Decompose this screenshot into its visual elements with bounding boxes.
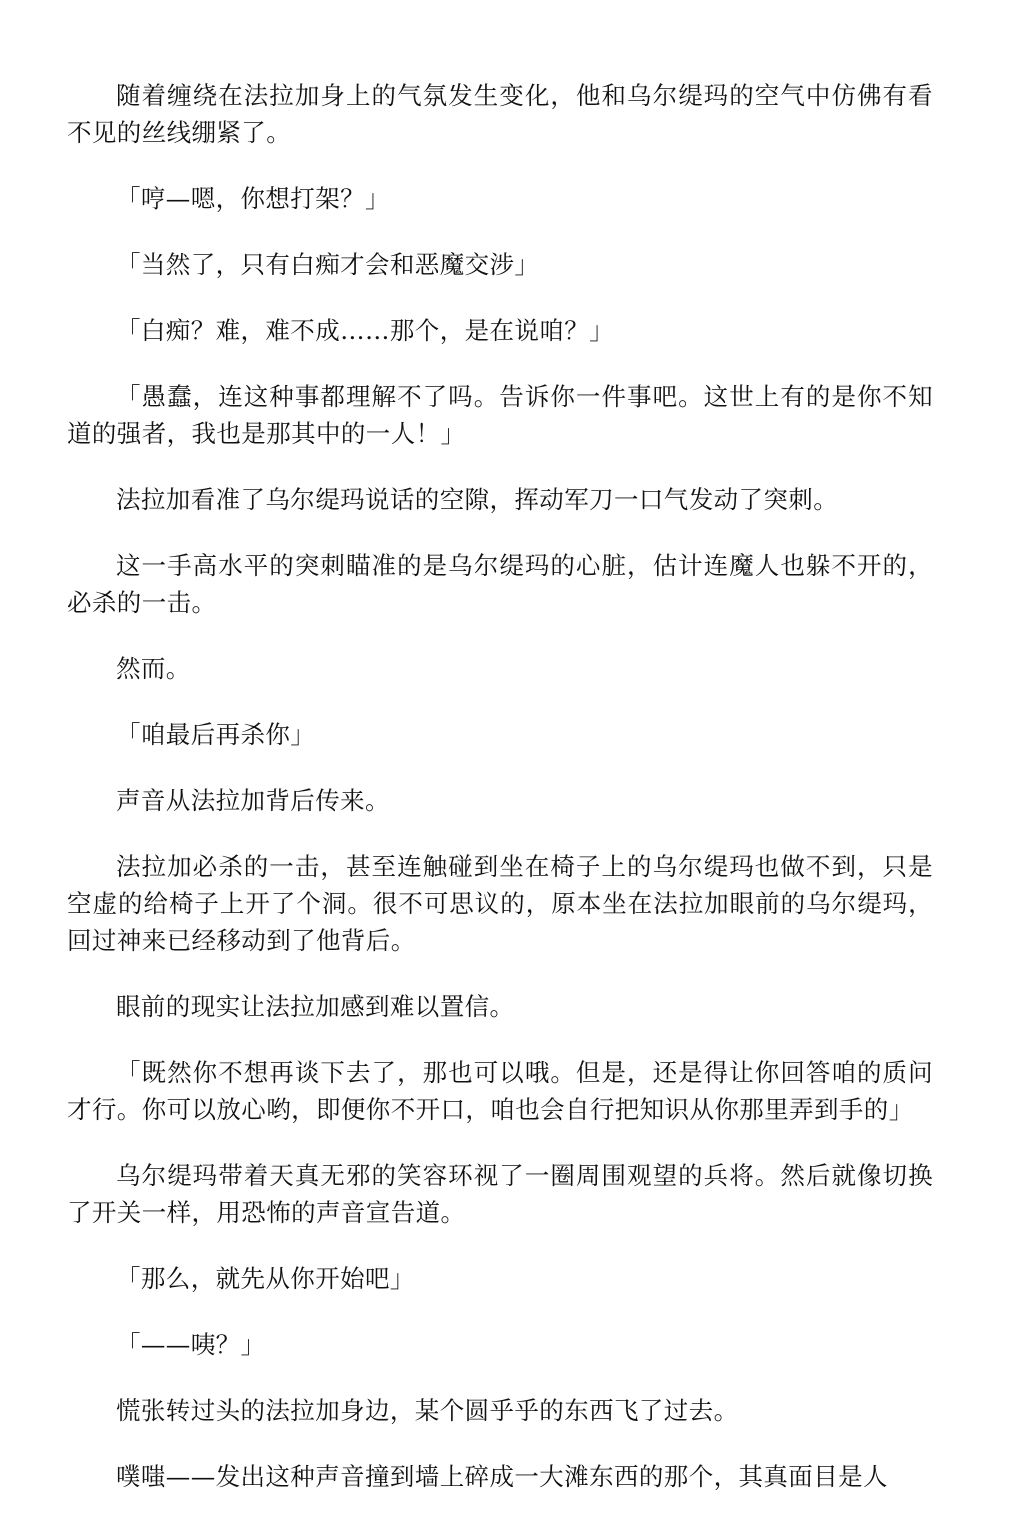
paragraph-3: 「当然了，只有白痴才会和恶魔交涉」 — [116, 250, 540, 279]
paragraph-15: 「那么，就先从你开始吧」 — [116, 1264, 415, 1293]
paragraph-12: 眼前的现实让法拉加感到难以置信。 — [116, 992, 515, 1021]
paragraph-18: 噗嗤——发出这种声音撞到墙上碎成一大滩东西的那个，其真面目是人 — [116, 1462, 888, 1491]
paragraph-5: 「愚蠢，连这种事都理解不了吗。告诉你一件事吧。这世上有的是你不知道的强者，我也是那其中的一人！」 — [67, 382, 933, 448]
paragraph-6: 法拉加看准了乌尔缇玛说话的空隙，挥动军刀一口气发动了突刺。 — [116, 485, 839, 514]
paragraph-4: 「白痴？难，难不成……那个，是在说咱？」 — [116, 316, 614, 345]
paragraph-11: 法拉加必杀的一击，甚至连触碰到坐在椅子上的乌尔缇玛也做不到，只是空虚的给椅子上开了个洞。很不可思议的，原本坐在法拉加眼前的乌尔缇玛，回过神来已经移动到了他背后。 — [67, 852, 933, 955]
paragraph-8: 然而。 — [116, 654, 191, 683]
paragraph-17: 慌张转过头的法拉加身边，某个圆乎乎的东西飞了过去。 — [116, 1396, 739, 1425]
paragraph-1: 随着缠绕在法拉加身上的气氛发生变化，他和乌尔缇玛的空气中仿佛有看不见的丝线绷紧了。 — [67, 81, 933, 147]
paragraph-14: 乌尔缇玛带着天真无邪的笑容环视了一圈周围观望的兵将。然后就像切换了开关一样，用恐怖的声音宣告道。 — [67, 1161, 933, 1227]
paragraph-9: 「咱最后再杀你」 — [116, 720, 316, 749]
paragraph-2: 「哼—嗯，你想打架？」 — [116, 184, 390, 213]
paragraph-7: 这一手高水平的突刺瞄准的是乌尔缇玛的心脏，估计连魔人也躲不开的，必杀的一击。 — [67, 551, 933, 617]
paragraph-10: 声音从法拉加背后传来。 — [116, 786, 390, 815]
paragraph-13: 「既然你不想再谈下去了，那也可以哦。但是，还是得让你回答咱的质问才行。你可以放心哟，即便你不开口，咱也会自行把知识从你那里弄到手的」 — [67, 1058, 933, 1124]
paragraph-16: 「——咦？」 — [116, 1330, 266, 1359]
document-page — [67, 77, 933, 1524]
